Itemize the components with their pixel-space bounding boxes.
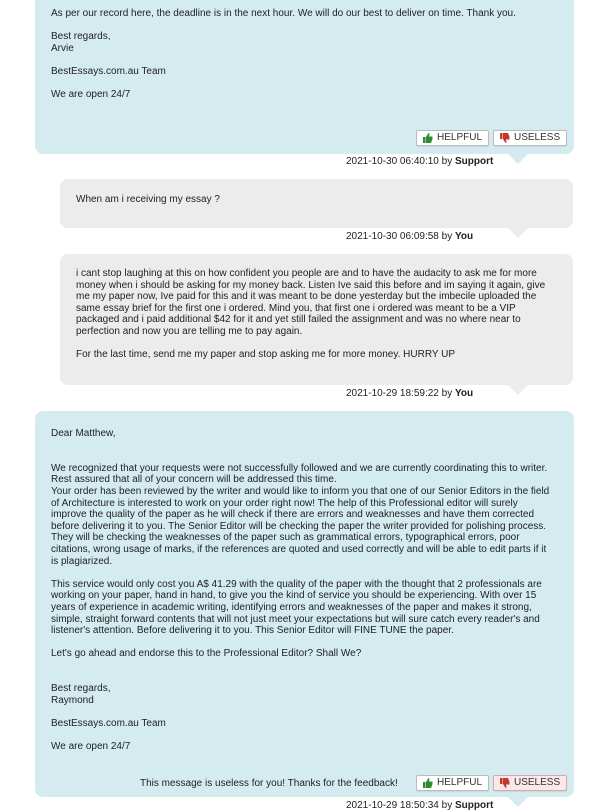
- message-text: When am i receiving my essay ?: [76, 194, 220, 205]
- message-meta: [346, 156, 493, 167]
- message-support-1: [35, 0, 574, 154]
- sender-name: Support: [454, 800, 494, 811]
- helpful-label: HELPFUL: [437, 132, 483, 143]
- bubble-tail: [508, 385, 528, 395]
- useless-label: USELESS: [514, 777, 561, 788]
- sender-name: You: [454, 388, 474, 399]
- thumbs-up-icon: [423, 133, 433, 143]
- useless-button[interactable]: [493, 775, 567, 791]
- message-text: Dear Matthew, We recognized that your requests were not successfully followed and we are currently coordinating this to writer. Rest assured that all of your concern will be addressed this time. Your order has been reviewed by the writer and would like to inform you that one of our Senior Editors in the field of Architecture is interested to work on your order right now! The help of this Professional editor will surely improve the quality of the paper as he will check if there are errors and weaknesses and have them corrected before delivering it to you. The Senior Editor will be checking the paper the writer provided for polishing process. They will be checking the weaknesses of the paper such as grammatical errors, typographical errors, poor citations, wrong usage of marks, if the references are quoted and used correctly and will be able to edit parts if it is plagiarized. This service would only cost you A$ 41.29 with the quality of the paper with the thought that 2 professionals are working on your paper, hand in hand, to give you the kind of service you should be experiencing. With over 15 years of experience in academic writing, identifying errors and weaknesses of the paper and makes it strong, simple, straight forward contents that will not just meet your expectations but will sure catch every reader's and listener's attention. Before delivering it to you. This Senior Editor will FINE TUNE the paper. Let's go ahead and endorse this to the Professional Editor? Shall We? Best regards, Raymond BestEssays.com.au Team We are open 24/7: [51, 428, 550, 753]
- sender-name: You: [454, 231, 474, 242]
- bubble-tail: [508, 797, 528, 807]
- message-text: i cant stop laughing at this on how confident you people are and to have the audacity to ask me for more money when i should be asking for my money back. Listen Ive said this before and im saying it again, give me my paper now, Ive paid for this and it was meant to be done yesterday but the imbecile uploaded the same essay brief for the first one i ordered. Mind you, that first one i ordered was meant to be a VIP packaged and i paid additional $42 for it and yet still failed the assignment and was no where near to perfection and now you are telling me to pay again. For the last time, send me my paper and stop asking me for more money. HURRY UP: [76, 268, 546, 361]
- timestamp: 2021-10-30 06:40:10: [346, 156, 439, 167]
- by-label: by: [441, 800, 453, 811]
- bubble-tail: [508, 154, 528, 164]
- feedback-message: This message is useless for you! Thanks for the feedback!: [140, 778, 398, 789]
- message-meta: [346, 388, 473, 399]
- useless-label: USELESS: [514, 132, 561, 143]
- by-label: by: [441, 388, 453, 399]
- thumbs-down-icon: [500, 778, 510, 788]
- timestamp: 2021-10-29 18:59:22: [346, 388, 439, 399]
- message-meta: [346, 231, 473, 242]
- message-user-1: [60, 179, 573, 228]
- thumbs-up-icon: [423, 778, 433, 788]
- helpful-button[interactable]: [416, 130, 489, 146]
- helpful-label: HELPFUL: [437, 777, 483, 788]
- sender-name: Support: [454, 156, 494, 167]
- by-label: by: [441, 231, 453, 242]
- bubble-tail: [508, 228, 528, 238]
- timestamp: 2021-10-30 06:09:58: [346, 231, 439, 242]
- message-support-2: [35, 411, 574, 797]
- message-user-2: [60, 254, 573, 385]
- by-label: by: [441, 156, 453, 167]
- timestamp: 2021-10-29 18:50:34: [346, 800, 439, 811]
- helpful-button[interactable]: [416, 775, 489, 791]
- message-text: As per our record here, the deadline is in the next hour. We will do our best to deliver on time. Thank you. Best regards, Arvie BestEssays.com.au Team We are open 24/7: [51, 8, 516, 101]
- message-meta: [346, 800, 493, 811]
- thumbs-down-icon: [500, 133, 510, 143]
- useless-button[interactable]: [493, 130, 567, 146]
